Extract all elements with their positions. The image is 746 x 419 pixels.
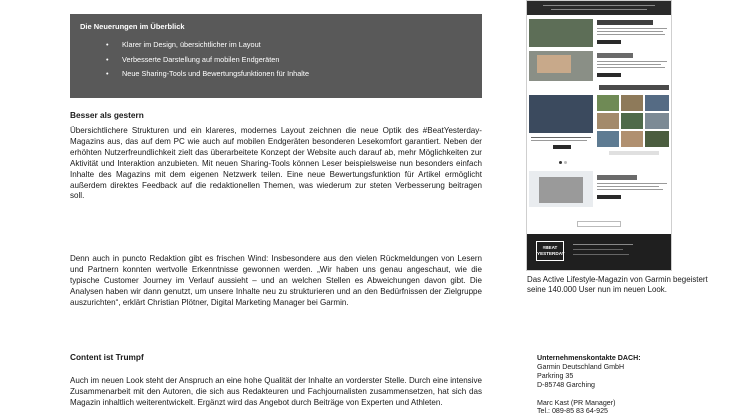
highlight-item: • Verbesserte Darstellung auf mobilen Endgeräten — [80, 53, 309, 68]
contact-street: Parkring 35 — [537, 371, 574, 380]
contact-city: D-85748 Garching — [537, 380, 595, 389]
magazine-header-bar — [527, 1, 671, 15]
contact-phone: Tel.: 089-85 83 64-925 — [537, 407, 608, 416]
contact-title: Unternehmenskontakte DACH: — [537, 354, 641, 362]
paragraph: Auch im neuen Look steht der Anspruch an eine hohe Qualität der Inhalte an vorderster Stelle. Durch eine intensive Zusammenarbeit mit den Autoren, die sich aus Redakteuren und Fachjournalisten zusammensetzen, hat sich das Magazin inhaltlich weiterentwickelt. Ergänzt wird das Angebot durch Beiträge von Experten und Athleten. — [70, 376, 482, 407]
article-image — [529, 19, 593, 47]
highlight-item: • Neue Sharing-Tools und Bewertungsfunktionen für Inhalte — [80, 67, 309, 82]
magazine-footer — [527, 234, 671, 271]
contact-block — [537, 354, 717, 416]
section-heading-besser: Besser als gestern — [70, 110, 144, 120]
video-teaser — [529, 95, 593, 133]
paragraph: Denn auch in puncto Redaktion gibt es frischen Wind: Insbesondere aus den vielen Rückmeldungen von Lesern und Partnern konnten wertvolle Erkenntnisse gewonnen werden. „Wir haben uns genau angeschaut, wie die typische Customer Journey im Verlauf aussieht – und an welchen Stellen es Abweichungen davon gibt. Die Analysen haben wir dann genutzt, um unsere Inhalte neu zu strukturieren und an den Bedürfnissen der Zielgruppe auszurichten“, erklärt Christian Plötner, Digital Marketing Manager bei Garmin. — [70, 254, 482, 307]
contact-person: Marc Kast (PR Manager) — [537, 398, 616, 407]
image-caption: Das Active Lifestyle-Magazin von Garmin begeistert seine 140.000 User nun im neuen Look. — [527, 275, 708, 295]
highlights-box — [70, 14, 482, 98]
magazine-screenshot — [526, 0, 672, 271]
section-heading-content: Content ist Trumpf — [70, 352, 144, 362]
paragraph: Übersichtlichere Strukturen und ein klareres, modernes Layout zeichnen die neue Optik des #BeatYesterday-Magazins aus, das auf dem PC wie auch auf mobilen Endgeräten besonderen Lesekomfort garantiert. Neben der erhöhten Nutzerfreundlichkeit zielt das überarbeitete Konzept der Website auch darauf ab, mehr Möglichkeiten zur Aktivität und Interaktion anzubieten. Mit neuen Sharing-Tools können Leser beispielsweise nun besonders einfach Inhalte des Magazins mit dem eigenen Netzwerk teilen. Eine neue Bewertungsfunktion für Artikel ermöglicht außerdem direktes Feedback auf die redaktionellen Themen, was wiederum zur steten Verbesserung beitragen soll. — [70, 126, 482, 201]
beat-yesterday-logo: #BEAT YESTERDAY — [536, 241, 564, 261]
contact-company: Garmin Deutschland GmbH — [537, 362, 625, 371]
highlights-list — [80, 38, 309, 82]
highlights-title: Die Neuerungen im Überblick — [80, 22, 185, 31]
highlight-item: • Klarer im Design, übersichtlicher im Layout — [80, 38, 309, 53]
